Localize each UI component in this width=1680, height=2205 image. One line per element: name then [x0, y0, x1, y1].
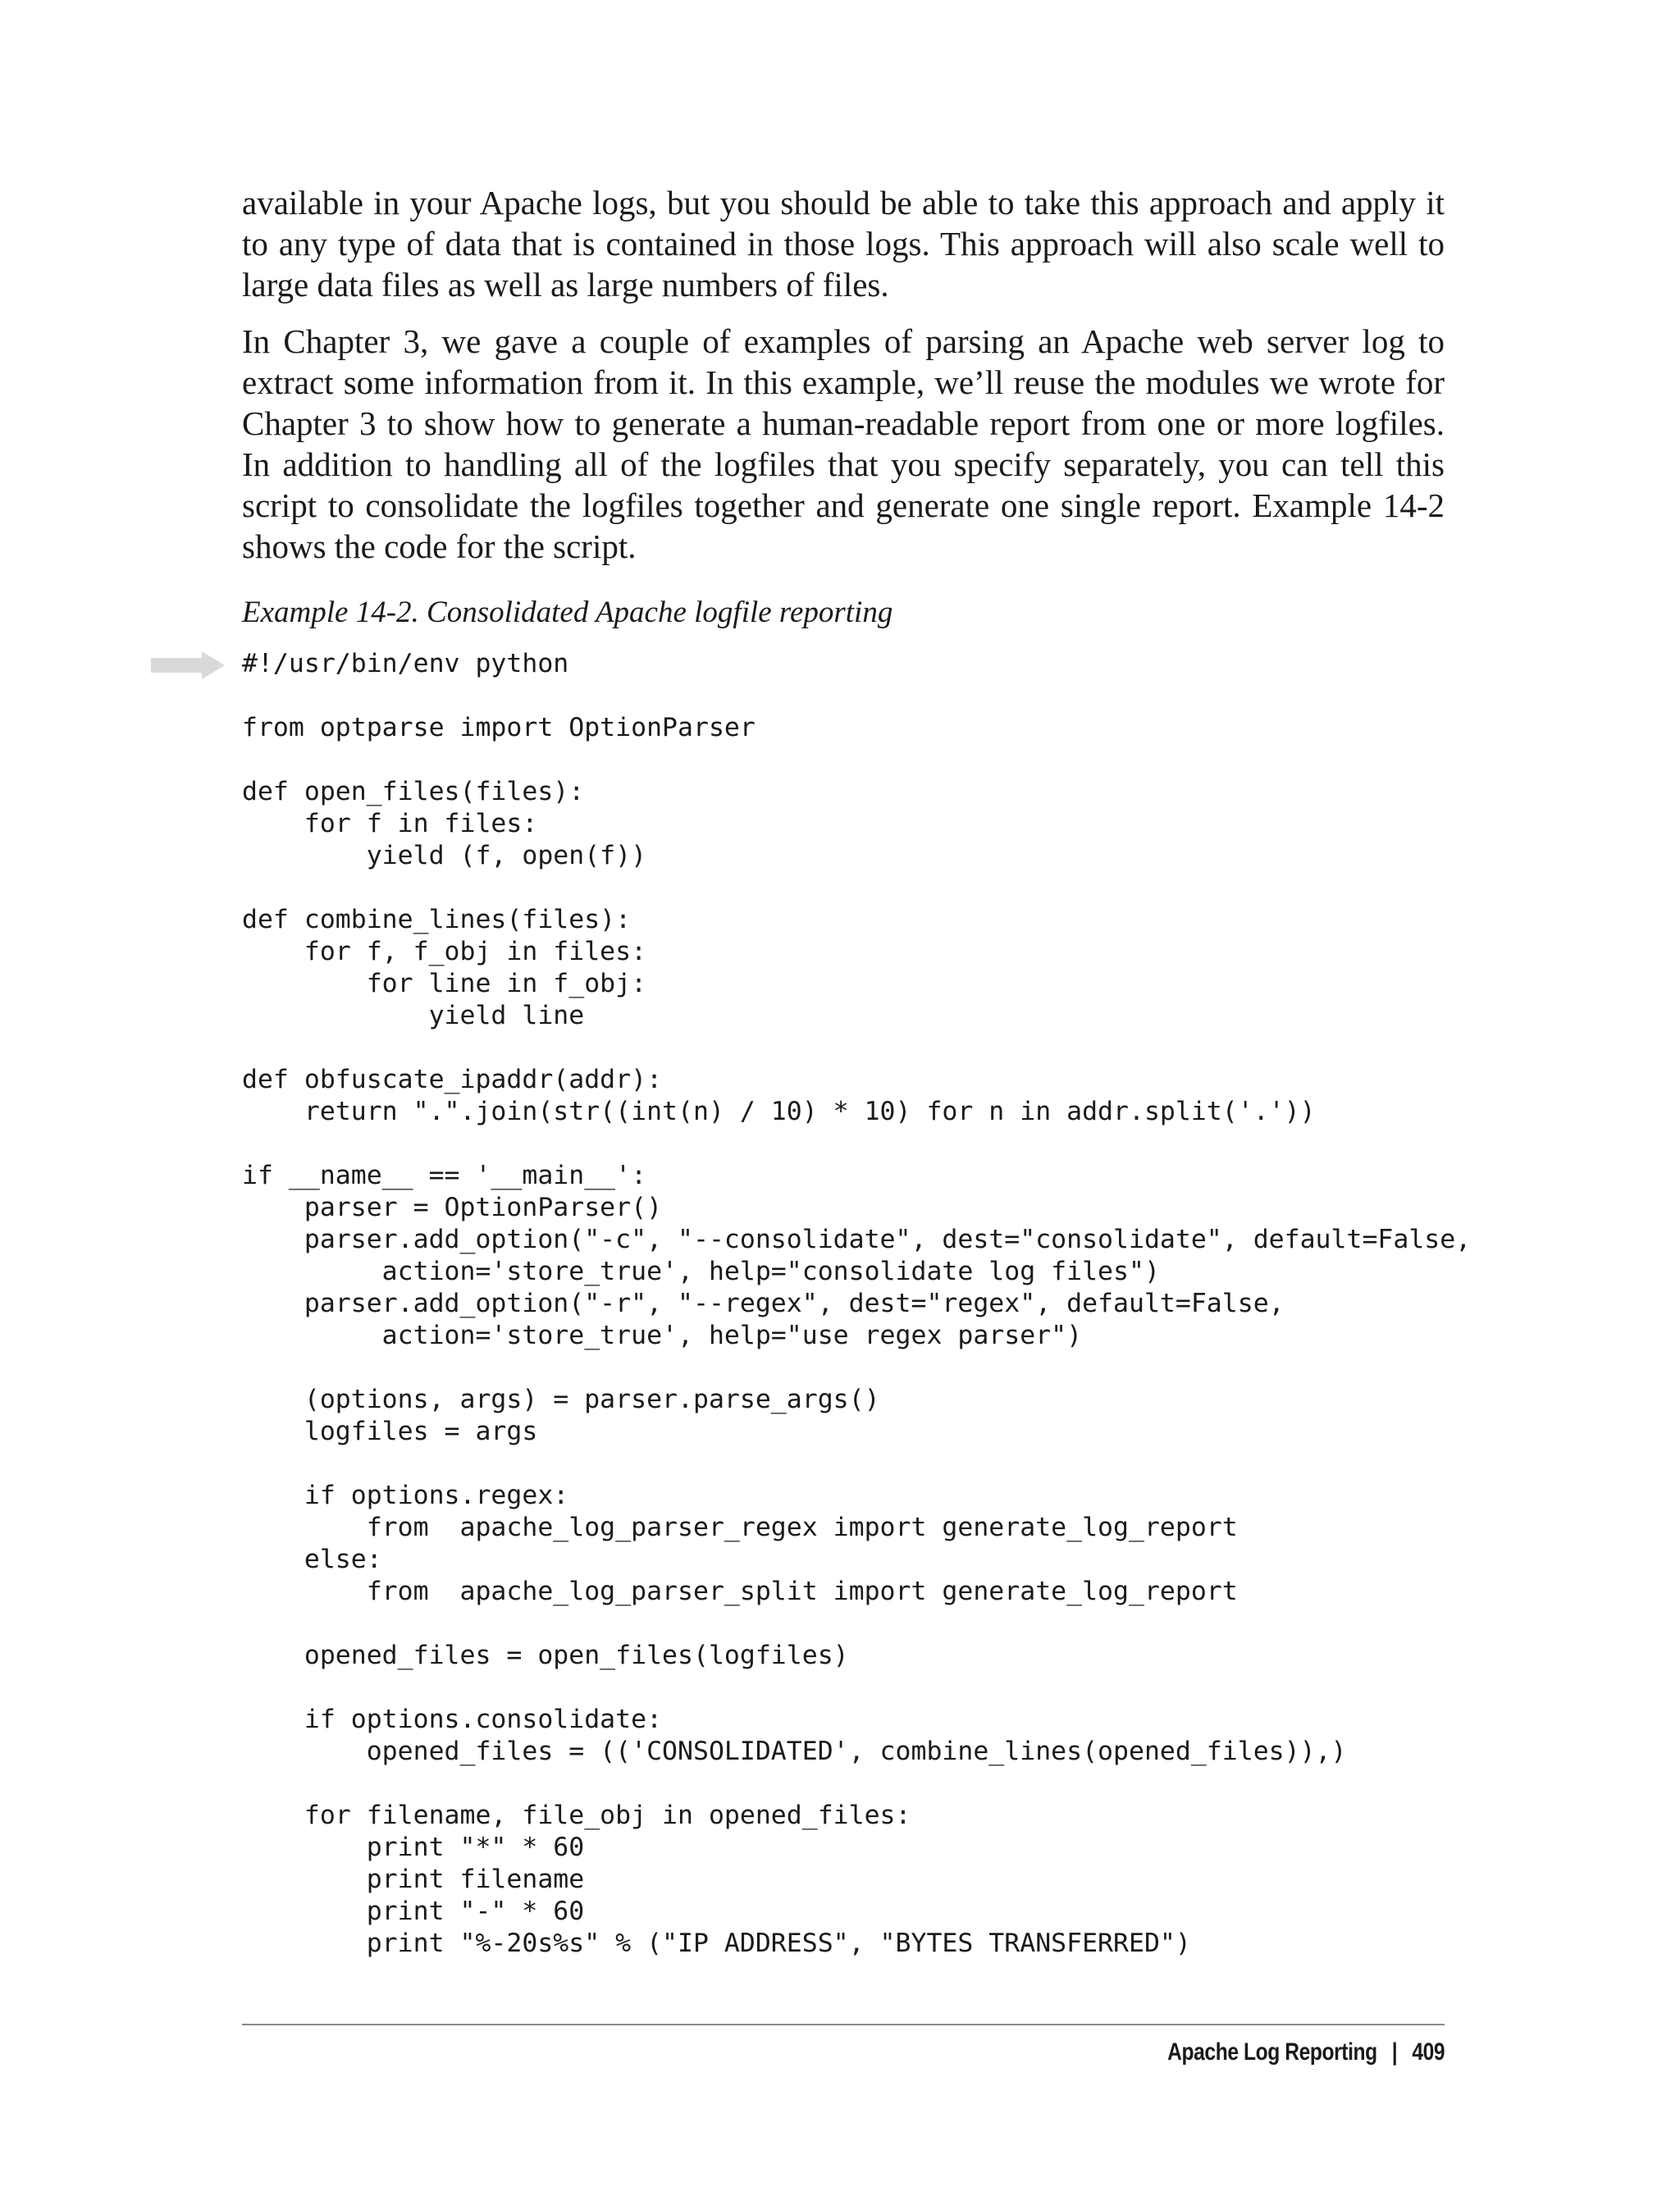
- code-line: from apache_log_parser_split import generate_log_report: [242, 1577, 1238, 1606]
- code-line: yield line: [242, 1001, 585, 1030]
- code-line: def combine_lines(files):: [242, 905, 632, 934]
- code-line: [242, 872, 1445, 904]
- code-line: #!/usr/bin/env python: [242, 649, 569, 678]
- code-line: [242, 1128, 1445, 1160]
- code-line: [242, 1608, 1445, 1640]
- code-line: action='store_true', help="use regex parser"): [242, 1321, 1083, 1350]
- paragraph-intro: In Chapter 3, we gave a couple of examples of parsing an Apache web server log to extract some information from it. In this example, we’ll reuse the modules we wrote for Chapter 3 to show how to generate a human-readable report from one or more logfiles. In addition to handling all of the logfiles that you specify separately, you can tell this script to consolidate the logfiles together and generate one single report. Example 14-2 shows the code for the script.: [242, 322, 1445, 565]
- code-line: if __name__ == '__main__':: [242, 1161, 647, 1190]
- code-line: for line in f_obj:: [242, 969, 647, 998]
- code-line: [242, 1672, 1445, 1704]
- code-listing: [242, 648, 1472, 1960]
- page-number: 409: [1412, 2038, 1445, 2066]
- code-line: else:: [242, 1545, 382, 1574]
- code-line: parser.add_option("-c", "--consolidate", dest="consolidate", default=False,: [242, 1225, 1472, 1254]
- code-line: action='store_true', help="consolidate log files"): [242, 1257, 1160, 1286]
- footer-rule: [242, 2024, 1445, 2025]
- code-line: opened_files = (('CONSOLIDATED', combine_lines(opened_files)),): [242, 1737, 1347, 1766]
- code-line: def obfuscate_ipaddr(addr):: [242, 1065, 663, 1094]
- code-line: [242, 1032, 1445, 1064]
- code-line: print "%-20s%s" % ("IP ADDRESS", "BYTES TRANSFERRED"): [242, 1929, 1191, 1958]
- code-line: [242, 1352, 1445, 1384]
- code-line: from optparse import OptionParser: [242, 713, 756, 742]
- code-line: parser.add_option("-r", "--regex", dest="regex", default=False,: [242, 1289, 1285, 1318]
- code-line: print "*" * 60: [242, 1833, 585, 1862]
- example-caption: Example 14-2. Consolidated Apache logfile reporting: [242, 596, 893, 629]
- page-footer: [1167, 2036, 1445, 2069]
- right-arrow-icon: [151, 651, 225, 679]
- code-line: print "-" * 60: [242, 1897, 585, 1926]
- code-line: from apache_log_parser_regex import generate_log_report: [242, 1513, 1238, 1542]
- code-line: opened_files = open_files(logfiles): [242, 1641, 849, 1670]
- code-line: return ".".join(str((int(n) / 10) * 10) for n in addr.split('.')): [242, 1097, 1316, 1126]
- code-line: (options, args) = parser.parse_args(): [242, 1385, 880, 1414]
- code-line: def open_files(files):: [242, 777, 585, 806]
- code-line: if options.consolidate:: [242, 1705, 663, 1734]
- code-line: for filename, file_obj in opened_files:: [242, 1801, 911, 1830]
- code-line: parser = OptionParser(): [242, 1193, 663, 1222]
- code-line: yield (f, open(f)): [242, 841, 647, 870]
- footer-separator: |: [1391, 2038, 1398, 2066]
- running-footer-title: Apache Log Reporting: [1167, 2038, 1377, 2066]
- code-line: [242, 1448, 1445, 1480]
- code-line: for f in files:: [242, 809, 538, 838]
- code-line: for f, f_obj in files:: [242, 937, 647, 966]
- paragraph-continuation: available in your Apache logs, but you should be able to take this approach and apply it to any type of data that is contained in those logs. This approach will also scale well to large data files as well as large numbers of files.: [242, 184, 1445, 304]
- code-line: print filename: [242, 1865, 585, 1894]
- code-line: if options.regex:: [242, 1481, 569, 1510]
- code-line: [242, 1768, 1445, 1800]
- code-line: [242, 680, 1445, 712]
- code-line: logfiles = args: [242, 1417, 538, 1446]
- code-line: [242, 744, 1445, 776]
